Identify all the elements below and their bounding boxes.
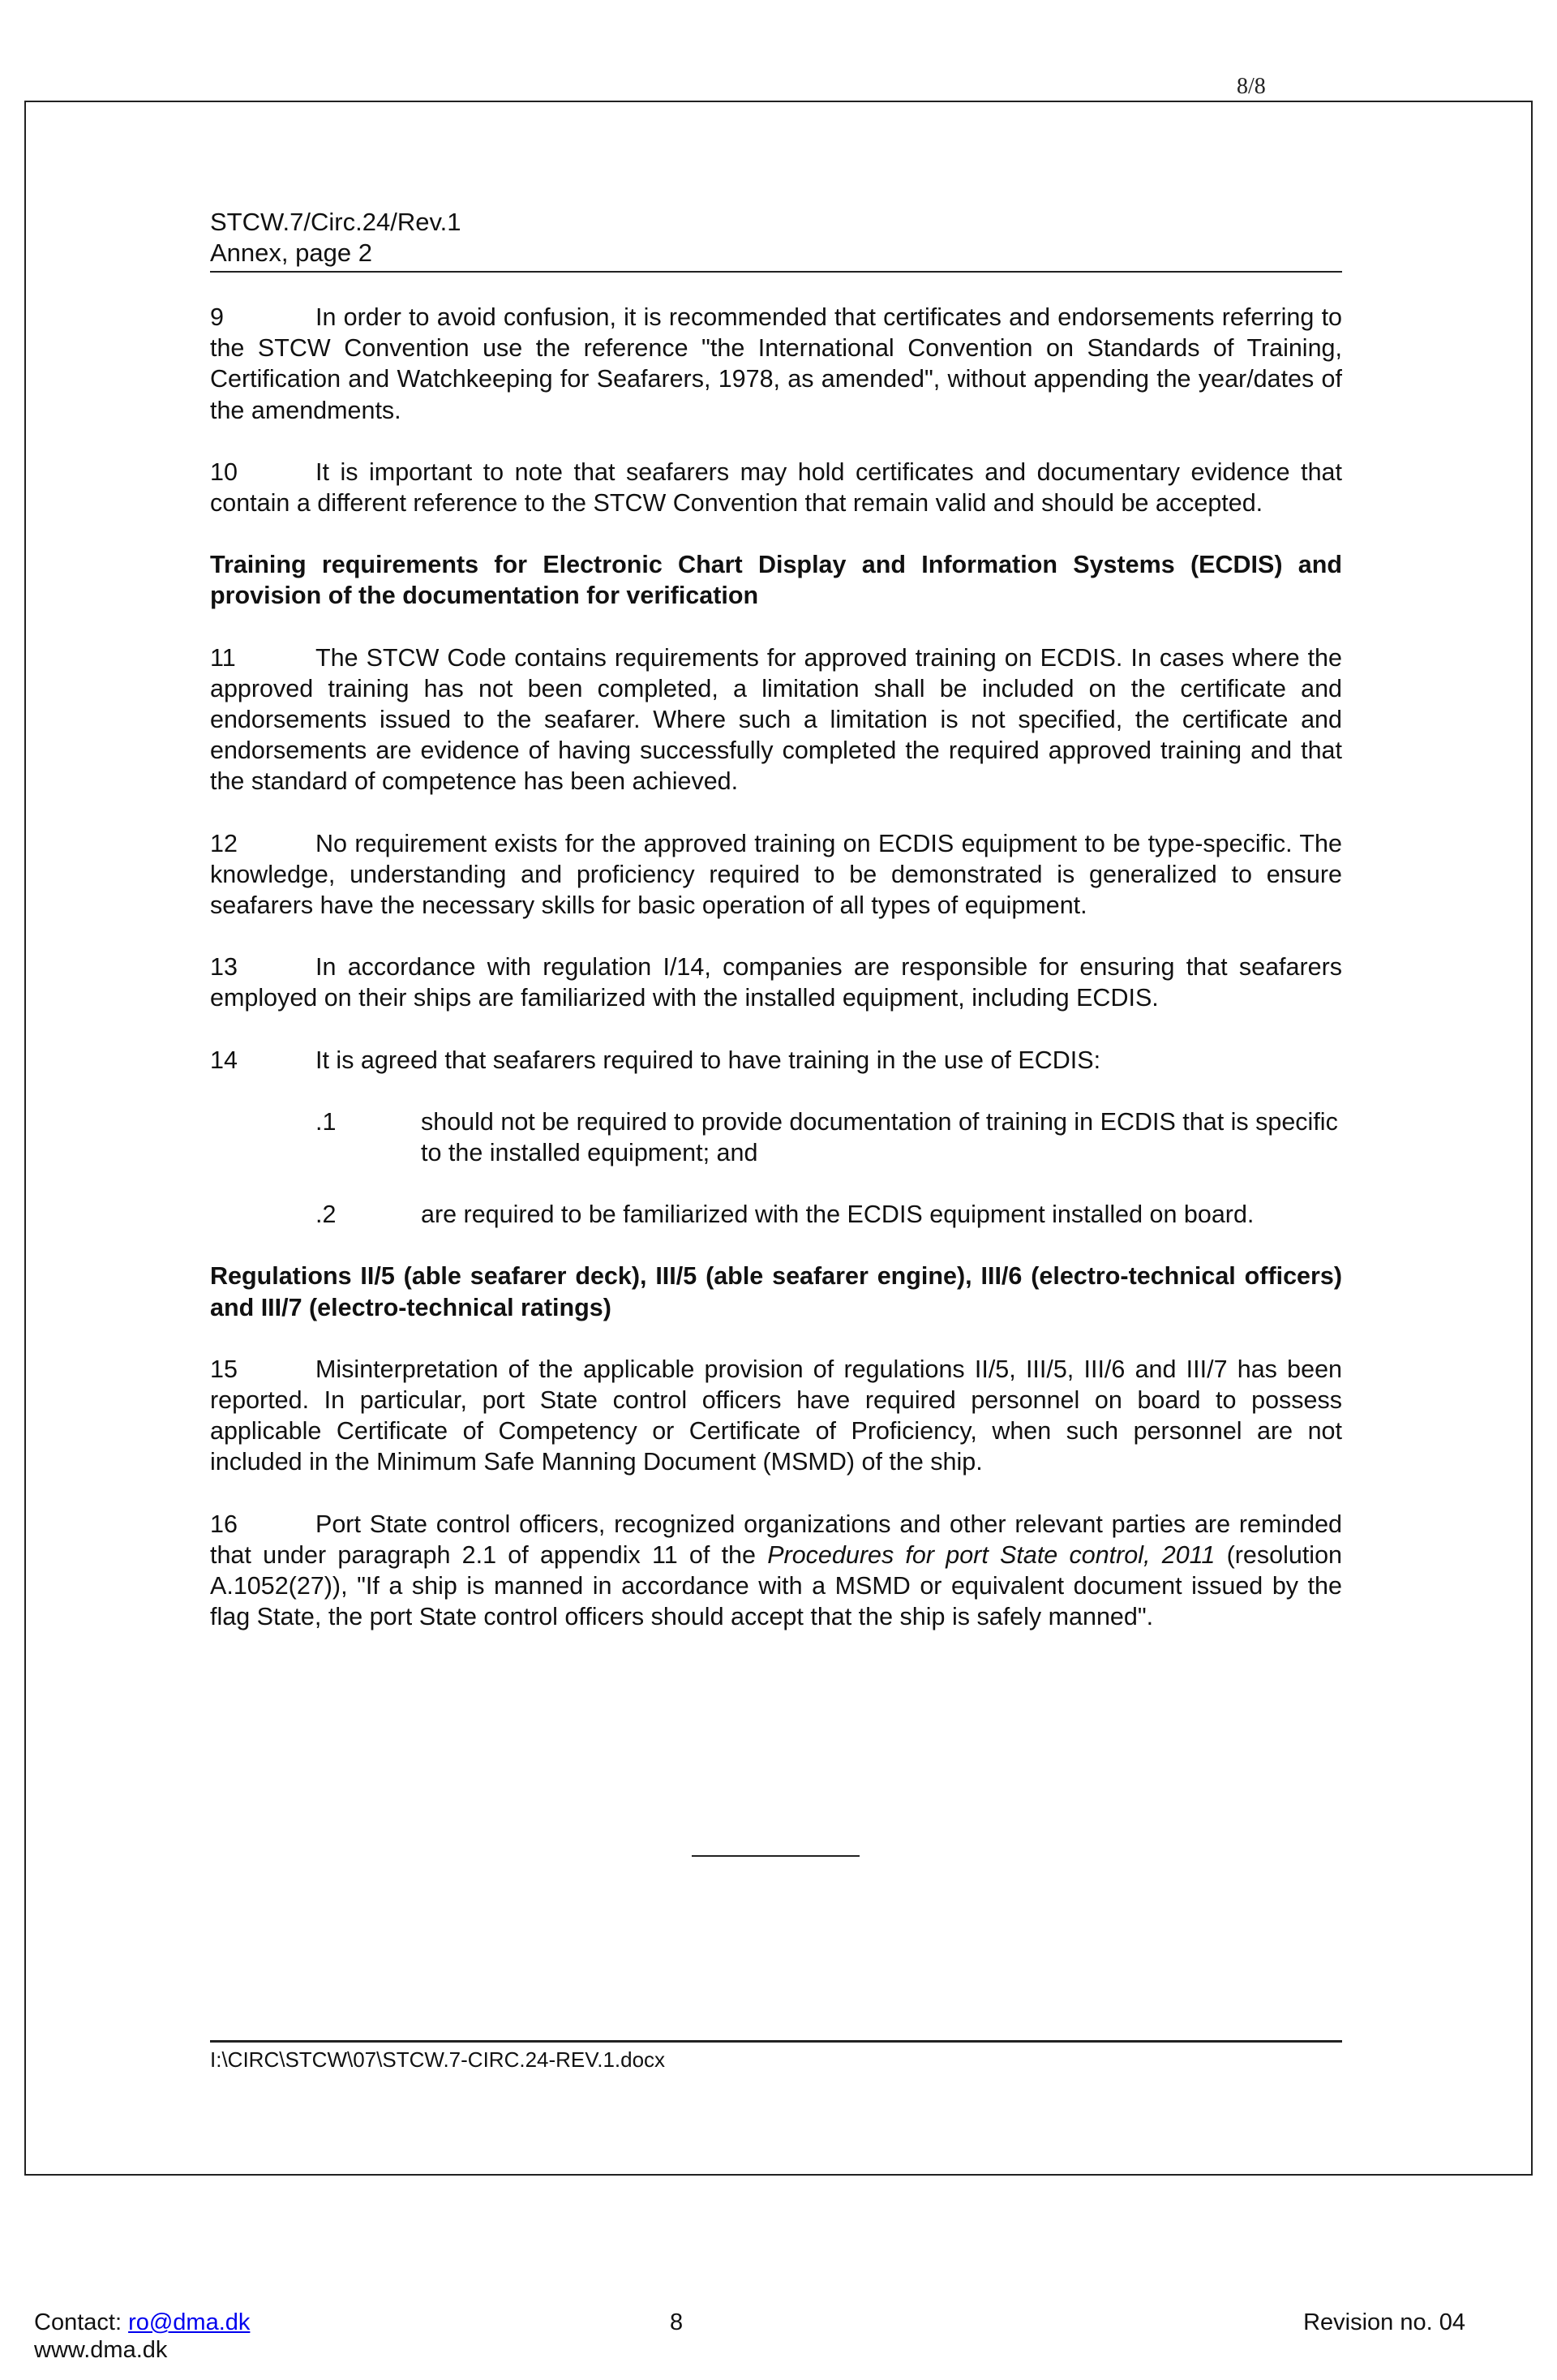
heading-regulations: Regulations II/5 (able seafarer deck), III/5 (able seafarer engine), III/6 (electro-technical officers) and III/7 (electro-technical ratings) [210, 1262, 1342, 1321]
header-rule [210, 271, 1342, 273]
website-text: www.dma.dk [34, 2337, 168, 2363]
revision-number: Revision no. 04 [1303, 2309, 1465, 2335]
end-of-document-rule [692, 1855, 860, 1857]
page-number: 8 [670, 2309, 684, 2335]
paragraph-14: 14 It is agreed that seafarers required to have training in the use of ECDIS: [210, 1046, 1101, 1074]
paragraph-13: 13 In accordance with regulation I/14, companies are responsible for ensuring that seafarers employed on their ships are familiarized with the installed equipment, including ECDIS. [210, 953, 1342, 1012]
heading-ecdis: Training requirements for Electronic Chart Display and Information Systems (ECDIS) and provision of the documentation for verification [210, 551, 1342, 610]
paragraph-16: 16 Port State control officers, recognized organizations and other relevant parties are reminded that under paragraph 2.1 of appendix 11 of the Procedures for port State control, 2011 (resolution A.1052(27)), "If a ship is manned in accordance with a MSMD or equivalent document issued by the flag State, the port State control officers should accept that the ship is safely manned". [210, 1510, 1342, 1631]
paragraph-10: 10 It is important to note that seafarers may hold certificates and documentary evidence that contain a different reference to the STCW Convention that remain valid and should be accepted. [210, 458, 1342, 518]
paragraph-12: 12 No requirement exists for the approved training on ECDIS equipment to be type-specific. The knowledge, understanding and proficiency required to be demonstrated is generalized to ensure seafarers have the necessary skills for basic operation of all types of equipment. [210, 829, 1342, 920]
contact-block [34, 2309, 250, 2364]
email-link[interactable]: ro@dma.dk [128, 2309, 251, 2335]
subparagraph-14-2: .2 are required to be familiarized with the ECDIS equipment installed on board. [315, 1201, 1255, 1229]
contact-label: Contact: [34, 2309, 129, 2335]
document-header [210, 207, 1342, 269]
doc-reference: STCW.7/Circ.24/Rev.1 [210, 208, 461, 236]
footer-rule [210, 2040, 1342, 2043]
annex-page: Annex, page 2 [210, 238, 372, 267]
paragraph-9: 9 In order to avoid confusion, it is recommended that certificates and endorsements referring to the STCW Convention use the reference "the International Convention on Standards of Training, Certification and Watchkeeping for Seafarers, 1978, as amended", without appending the year/dates of the amendments. [210, 303, 1342, 424]
top-page-label: 8/8 [1237, 75, 1266, 94]
file-path: I:\CIRC\STCW\07\STCW.7-CIRC.24-REV.1.docx [210, 2047, 666, 2072]
subparagraph-14-1: .1 should not be required to provide documentation of training in ECDIS that is specific to the installed equipment; and [315, 1107, 1338, 1167]
document-body [210, 302, 1342, 1664]
paragraph-11: 11 The STCW Code contains requirements for approved training on ECDIS. In cases where the approved training has not been completed, a limitation shall be included on the certificate and endorsements issued to the seafarer. Where such a limitation is not specified, the certificate and endorsements are evidence of having successfully completed the required approved training and that the standard of competence has been achieved. [210, 643, 1342, 796]
paragraph-15: 15 Misinterpretation of the applicable provision of regulations II/5, III/5, III/6 and III/7 has been reported. In particular, port State control officers have required personnel on board to possess applicable Certificate of Competency or Certificate of Proficiency, when such personnel are not included in the Minimum Safe Manning Document (MSMD) of the ship. [210, 1355, 1342, 1476]
